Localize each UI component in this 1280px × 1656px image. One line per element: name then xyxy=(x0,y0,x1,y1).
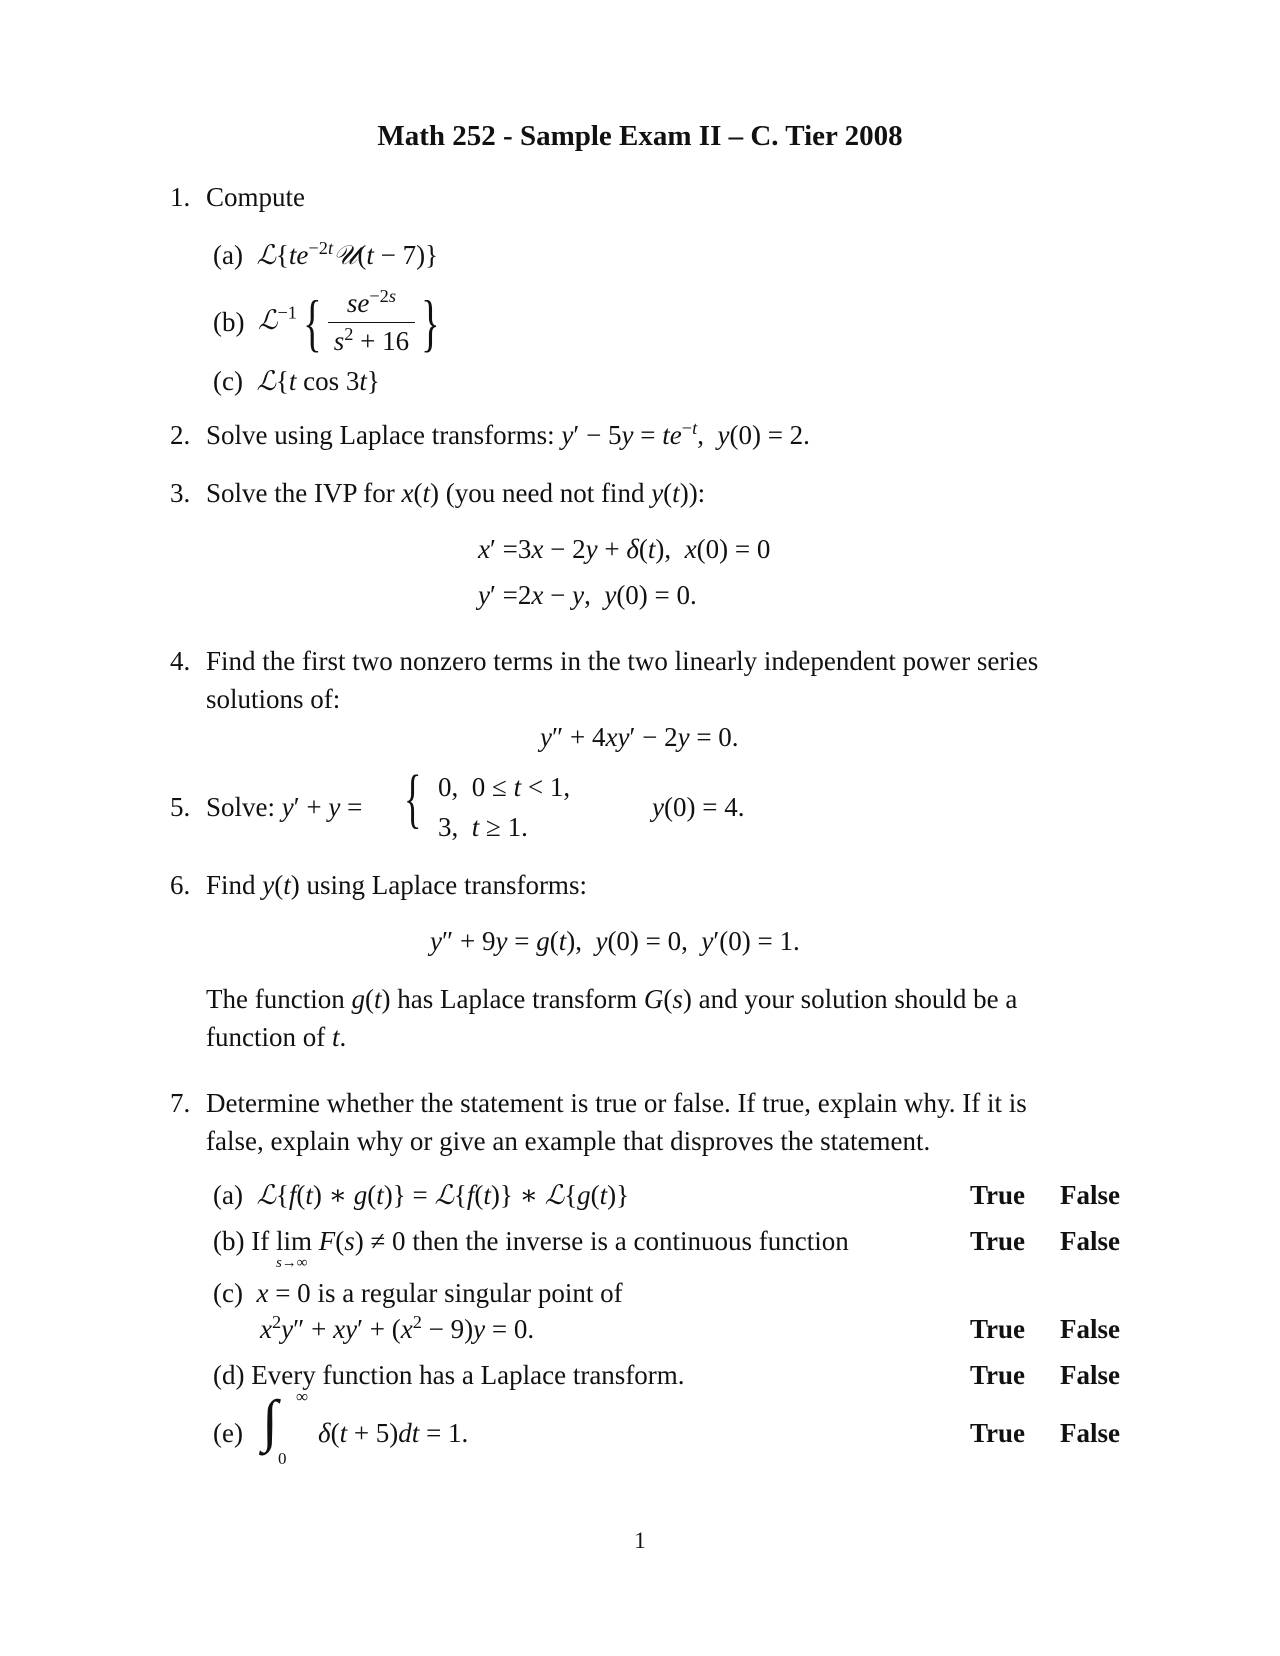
problem-6: Find y(t) using Laplace transforms: xyxy=(206,870,587,900)
problem-1-number: 1. xyxy=(170,182,191,212)
part-label-a: (a) xyxy=(213,240,243,270)
integral-sign: ∫ xyxy=(262,1388,278,1453)
problem-6-number: 6. xyxy=(170,870,191,900)
part-label-b: (b) xyxy=(213,307,245,338)
problem-6-note-line-2: function of t. xyxy=(206,1022,347,1052)
false-option-7b[interactable]: False xyxy=(1060,1226,1120,1256)
problem-2-text: Solve using Laplace transforms: xyxy=(206,420,555,450)
true-option-7c[interactable]: True xyxy=(970,1314,1025,1344)
false-option-7e[interactable]: False xyxy=(1060,1418,1120,1448)
problem-5-number: 5. xyxy=(170,792,191,822)
problem-3-text-a: Solve the IVP for xyxy=(206,478,395,508)
problem-5-text: Solve: xyxy=(206,792,276,822)
problem-3-text-b: (you need not find xyxy=(445,478,645,508)
problem-4-equation: y″ + 4xy′ − 2y = 0. xyxy=(540,722,739,752)
problem-6-text-a: Find xyxy=(206,870,256,900)
part-label-c: (c) xyxy=(213,366,243,396)
problem-3-text-c: ): xyxy=(688,478,706,508)
piecewise-brace: { xyxy=(404,762,422,835)
true-option-7b[interactable]: True xyxy=(970,1226,1025,1256)
false-option-7d[interactable]: False xyxy=(1060,1360,1120,1390)
problem-1a xyxy=(213,238,438,273)
problem-5: Solve: y′ + y = xyxy=(206,792,363,822)
false-option-7c[interactable]: False xyxy=(1060,1314,1120,1344)
true-option-7d[interactable]: True xyxy=(970,1360,1025,1390)
problem-3-number: 3. xyxy=(170,478,191,508)
problem-6-text-b: using Laplace transforms: xyxy=(306,870,587,900)
piecewise-case-1: 0, 0 ≤ t < 1, xyxy=(438,772,571,802)
problem-1b xyxy=(213,286,446,359)
statement-7d: (d) Every function has a Laplace transform. xyxy=(213,1360,685,1390)
problem-7-line-2: false, explain why or give an example that disproves the statement. xyxy=(206,1126,931,1156)
problem-3-equation-1: x′ =3x − 2y + δ(t), x(0) = 0 xyxy=(478,534,771,564)
problem-2-number: 2. xyxy=(170,420,191,450)
problem-4-number: 4. xyxy=(170,646,191,676)
problem-3-equation-2: y′ =2x − y, y(0) = 0. xyxy=(478,580,697,610)
problem-7-line-1: Determine whether the statement is true or false. If true, explain why. If it is xyxy=(206,1088,1027,1118)
problem-6-note-line-1: The function g(t) has Laplace transform G(s) and your solution should be a xyxy=(206,984,1018,1014)
page-title: Math 252 - Sample Exam II – C. Tier 2008 xyxy=(377,120,903,152)
statement-7a: (a) ℒ{f(t) ∗ g(t)} = ℒ{f(t)} ∗ ℒ{g(t)} xyxy=(213,1180,630,1210)
laplace-expression-1c: ℒ{t cos 3t} xyxy=(256,366,380,396)
problem-1c xyxy=(213,364,380,399)
problem-4-line-1: Find the first two nonzero terms in the two linearly independent power series xyxy=(206,646,1039,676)
integral-upper-limit: ∞ xyxy=(296,1387,309,1406)
laplace-expression-1a: $ℒ\{te^{-2t}𝒰(t - 7)\}$ xyxy=(256,237,439,270)
inverse-laplace-expression-1b: ℒ$^{-1}${ $\frac{se^{-2s}}{s^2 + 16}$ } xyxy=(257,285,440,358)
problem-6-equation: y″ + 9y = g(t), y(0) = 0, y′(0) = 1. xyxy=(430,926,800,956)
statement-7b: (b) If lim s→∞ F(s) ≠ 0 then the inverse is a continuous function xyxy=(213,1226,849,1271)
problem-4-line-2: solutions of: xyxy=(206,684,341,714)
true-option-7e[interactable]: True xyxy=(970,1418,1025,1448)
statement-7c-equation: $x^2y'' + xy' + (x^2 - 9)y = 0$. xyxy=(260,1311,535,1344)
integral-lower-limit: 0 xyxy=(278,1449,287,1468)
problem-3: Solve the IVP for x(t) (you need not find y(t)): xyxy=(206,478,706,508)
piecewise-case-2: 3, t ≥ 1. xyxy=(438,812,528,842)
true-option-7a[interactable]: True xyxy=(970,1180,1025,1210)
problem-2 xyxy=(206,418,810,453)
statement-7e-expression: δ(t + 5)dt = 1. xyxy=(318,1418,469,1448)
false-option-7a[interactable]: False xyxy=(1060,1180,1120,1210)
problem-1-text: Compute xyxy=(206,182,305,212)
problem-7-number: 7. xyxy=(170,1088,191,1118)
page-number: 1 xyxy=(634,1528,646,1553)
problem-2-equation: $y' - 5y = te^{-t}$, y(0) = 2. xyxy=(561,417,810,450)
statement-7c: (c) x = 0 is a regular singular point of xyxy=(213,1278,623,1308)
part-label-7e: (e) xyxy=(213,1418,243,1448)
problem-5-initial-condition: y(0) = 4. xyxy=(652,792,745,822)
